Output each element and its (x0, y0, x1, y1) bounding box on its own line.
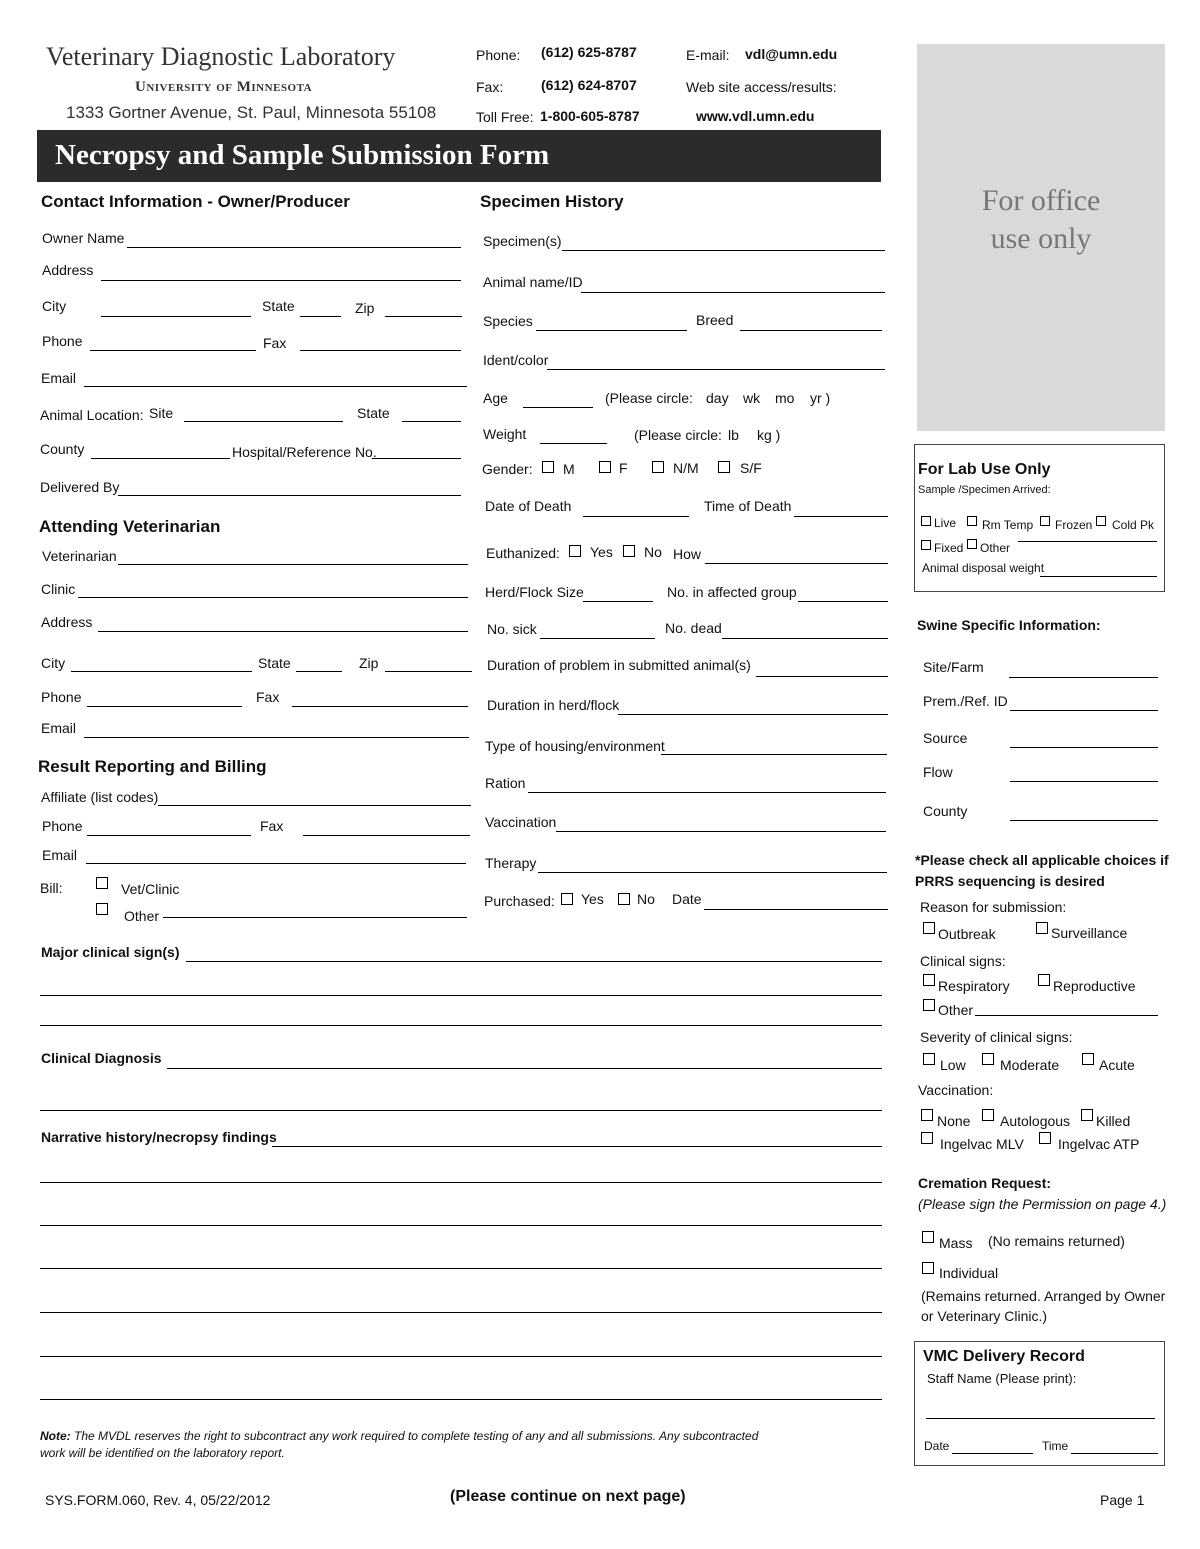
housing-label: Type of housing/environment (485, 738, 665, 754)
vmc-heading: VMC Delivery Record (923, 1348, 1085, 1365)
narrative-line-3[interactable] (40, 1225, 882, 1226)
office-use-line1: For office (981, 184, 1101, 217)
narrative-line-6[interactable] (40, 1356, 882, 1357)
specimens-label: Specimen(s) (483, 233, 562, 249)
phone-label: Phone: (476, 47, 521, 63)
date-death-label: Date of Death (485, 498, 572, 514)
diagnosis-field[interactable] (167, 1068, 882, 1069)
bill-other-field[interactable] (163, 917, 467, 918)
fixed-checkbox[interactable] (921, 540, 931, 550)
killed-checkbox[interactable] (1081, 1109, 1093, 1121)
vmc-date-label: Date (924, 1439, 950, 1453)
purchased-no-label: No (637, 891, 655, 907)
major-signs-line-3[interactable] (40, 1025, 882, 1026)
moderate-label: Moderate (1000, 1057, 1060, 1073)
staff-field[interactable] (926, 1418, 1155, 1419)
cremation-note: (Please sign the Permission on page 4.) (918, 1196, 1167, 1212)
live-label: Live (934, 516, 957, 530)
rm-temp-checkbox[interactable] (967, 516, 977, 526)
age-wk-option[interactable]: wk (743, 390, 761, 406)
contact-fax-label: Fax (263, 335, 287, 351)
rm-temp-label: Rm Temp (982, 518, 1034, 532)
delivered-by-field[interactable] (118, 495, 461, 496)
contact-phone-field[interactable] (90, 350, 256, 351)
clinical-signs-label: Clinical signs: (920, 953, 1006, 969)
time-death-field[interactable] (794, 516, 888, 517)
cold-pk-label: Cold Pk (1112, 518, 1155, 532)
narrative-field[interactable] (272, 1146, 882, 1147)
veterinarian-field[interactable] (118, 564, 468, 565)
bill-vet-clinic-checkbox[interactable] (96, 877, 108, 889)
ingelvac-atp-label: Ingelvac ATP (1058, 1136, 1140, 1152)
gender-sf-checkbox[interactable] (718, 461, 730, 473)
veterinarian-label: Veterinarian (42, 548, 117, 564)
individual-note-1: (Remains returned. Arranged by Owner (921, 1288, 1166, 1304)
county-field[interactable] (91, 458, 230, 459)
vet-zip-field[interactable] (385, 671, 472, 672)
ident-field[interactable] (547, 369, 885, 370)
surveillance-checkbox[interactable] (1036, 922, 1048, 934)
euthanized-yes-label: Yes (590, 544, 613, 560)
vet-phone-field[interactable] (87, 706, 242, 707)
autologous-checkbox[interactable] (982, 1109, 994, 1121)
lab-university: University of Minnesota (135, 79, 313, 95)
title-bar (37, 130, 881, 182)
live-checkbox[interactable] (921, 516, 931, 526)
swine-county-field[interactable] (1010, 820, 1158, 821)
contact-city-field[interactable] (101, 316, 251, 317)
contact-address-label: Address (42, 262, 94, 278)
age-day-option[interactable]: day (706, 390, 729, 406)
page-number: Page 1 (1100, 1492, 1145, 1508)
affiliate-label: Affiliate (list codes) (41, 789, 159, 805)
dead-label: No. dead (665, 620, 722, 636)
diagnosis-label: Clinical Diagnosis (41, 1050, 162, 1066)
vet-fax-label: Fax (256, 689, 280, 705)
prrs-note-1: *Please check all applicable choices if (915, 852, 1169, 868)
vmc-time-field[interactable] (1071, 1453, 1158, 1454)
housing-field[interactable] (661, 754, 887, 755)
swine-county-label: County (923, 803, 968, 819)
animal-name-label: Animal name/ID (483, 274, 583, 290)
acute-label: Acute (1099, 1057, 1135, 1073)
gender-m-checkbox[interactable] (542, 461, 554, 473)
purchased-no-checkbox[interactable] (618, 893, 630, 905)
purchased-yes-checkbox[interactable] (561, 893, 573, 905)
purchased-date-field[interactable] (704, 909, 888, 910)
lab-other-label: Other (980, 541, 1011, 555)
narrative-line-7[interactable] (40, 1399, 882, 1400)
acute-checkbox[interactable] (1082, 1053, 1094, 1065)
low-checkbox[interactable] (923, 1053, 935, 1065)
weight-label: Weight (483, 426, 527, 442)
email-label: E-mail: (686, 47, 730, 63)
gender-nm-label: N/M (673, 460, 699, 476)
ingelvac-mlv-checkbox[interactable] (921, 1132, 933, 1144)
ident-label: Ident/color (483, 352, 549, 368)
narrative-line-4[interactable] (40, 1268, 882, 1269)
note-text: The MVDL reserves the right to subcontract any work required to complete testing of any and all submissions. Any subcontracted (74, 1429, 759, 1443)
contact-state-label: State (262, 298, 295, 314)
clinic-field[interactable] (78, 597, 468, 598)
individual-checkbox[interactable] (922, 1262, 934, 1274)
billing-email-field[interactable] (86, 863, 466, 864)
vet-address-field[interactable] (98, 631, 468, 632)
signs-other-field[interactable] (975, 1015, 1158, 1016)
vet-state-field[interactable] (296, 671, 342, 672)
age-yr-option[interactable]: yr ) (810, 390, 831, 406)
swine-heading: Swine Specific Information: (917, 617, 1101, 633)
signs-other-checkbox[interactable] (923, 999, 935, 1011)
site-farm-field[interactable] (1009, 677, 1158, 678)
major-signs-field[interactable] (186, 961, 882, 962)
contact-email-label: Email (41, 370, 77, 386)
gender-f-checkbox[interactable] (599, 461, 611, 473)
outbreak-label: Outbreak (938, 926, 996, 942)
animal-name-field[interactable] (581, 292, 885, 293)
major-signs-label: Major clinical sign(s) (41, 944, 180, 960)
prem-label: Prem./Ref. ID (923, 693, 1008, 709)
cold-pk-checkbox[interactable] (1096, 516, 1106, 526)
lab-phone: (612) 625-8787 (541, 44, 637, 60)
individual-label: Individual (939, 1265, 999, 1281)
specimen-heading: Specimen History (480, 192, 624, 211)
dead-field[interactable] (722, 638, 888, 639)
site-farm-label: Site/Farm (923, 659, 984, 675)
vet-email-label: Email (41, 720, 77, 736)
lab-web[interactable]: www.vdl.umn.edu (696, 108, 815, 124)
owner-name-field[interactable] (127, 247, 461, 248)
mass-checkbox[interactable] (922, 1231, 934, 1243)
duration-herd-field[interactable] (618, 714, 888, 715)
note-text-2: work will be identified on the laboratory report. (40, 1446, 285, 1460)
bill-vet-clinic-label: Vet/Clinic (121, 881, 180, 897)
ingelvac-mlv-label: Ingelvac MLV (940, 1136, 1024, 1152)
mass-note: (No remains returned) (988, 1233, 1125, 1249)
billing-fax-field[interactable] (303, 835, 470, 836)
signs-other-label: Other (938, 1002, 974, 1018)
reproductive-label: Reproductive (1053, 978, 1136, 994)
herd-size-label: Herd/Flock Size (485, 584, 584, 600)
ingelvac-atp-checkbox[interactable] (1039, 1132, 1051, 1144)
sick-field[interactable] (540, 638, 655, 639)
animal-state-label: State (357, 405, 390, 421)
affected-label: No. in affected group (667, 584, 797, 600)
gender-f-label: F (619, 460, 628, 476)
delivered-by-label: Delivered By (40, 479, 120, 495)
narrative-line-5[interactable] (40, 1312, 882, 1313)
bill-other-label: Other (124, 908, 160, 924)
disposal-field[interactable] (1040, 576, 1157, 577)
weight-circle-label: (Please circle: (634, 427, 722, 443)
billing-fax-label: Fax (260, 818, 284, 834)
contact-address-field[interactable] (101, 280, 461, 281)
species-label: Species (483, 313, 533, 329)
age-field[interactable] (523, 407, 593, 408)
herd-size-field[interactable] (583, 601, 653, 602)
animal-location-label: Animal Location: (40, 407, 144, 423)
contact-state-field[interactable] (300, 316, 341, 317)
how-label: How (673, 546, 702, 562)
euthanized-label: Euthanized: (486, 545, 560, 561)
form-id: SYS.FORM.060, Rev. 4, 05/22/2012 (45, 1492, 271, 1508)
respiratory-label: Respiratory (938, 978, 1010, 994)
weight-lb-option[interactable]: lb (728, 427, 739, 443)
ration-field[interactable] (528, 792, 886, 793)
individual-note-2: or Veterinary Clinic.) (921, 1308, 1048, 1324)
killed-label: Killed (1096, 1113, 1131, 1129)
therapy-field[interactable] (538, 872, 887, 873)
contact-fax-field[interactable] (300, 350, 461, 351)
lab-other-field[interactable] (1018, 541, 1157, 542)
contact-city-label: City (42, 298, 67, 314)
frozen-label: Frozen (1055, 518, 1093, 532)
staff-label: Staff Name (Please print): (927, 1371, 1077, 1386)
contact-zip-label: Zip (355, 300, 375, 316)
euthanized-no-checkbox[interactable] (623, 545, 635, 557)
contact-heading: Contact Information - Owner/Producer (41, 192, 350, 211)
animal-site-field[interactable] (184, 421, 343, 422)
bill-other-checkbox[interactable] (96, 903, 108, 915)
vet-fax-field[interactable] (292, 706, 468, 707)
lab-name: Veterinary Diagnostic Laboratory (46, 42, 396, 71)
contact-email-field[interactable] (84, 386, 467, 387)
sick-label: No. sick (487, 621, 537, 637)
vmc-time-label: Time (1042, 1439, 1069, 1453)
vet-city-field[interactable] (71, 671, 252, 672)
vmc-box (914, 1341, 1165, 1466)
affiliate-field[interactable] (158, 805, 471, 806)
diagnosis-line-2[interactable] (40, 1110, 882, 1111)
bill-label: Bill: (40, 880, 63, 896)
euthanized-no-label: No (644, 544, 662, 560)
fax-label: Fax: (476, 79, 504, 95)
office-use-line2: use only (990, 222, 1092, 255)
hospital-field[interactable] (372, 458, 461, 459)
respiratory-checkbox[interactable] (923, 974, 935, 986)
vaccination-label: Vaccination (485, 814, 557, 830)
fixed-label: Fixed (934, 541, 964, 555)
none-checkbox[interactable] (921, 1109, 933, 1121)
purchased-yes-label: Yes (581, 891, 604, 907)
breed-field[interactable] (740, 330, 882, 331)
vmc-date-field[interactable] (952, 1453, 1033, 1454)
vet-city-label: City (41, 655, 66, 671)
narrative-label: Narrative history/necropsy findings (41, 1129, 277, 1145)
gender-m-label: M (563, 461, 575, 477)
mass-label: Mass (939, 1235, 973, 1251)
contact-phone-label: Phone (42, 333, 83, 349)
vet-address-label: Address (41, 614, 93, 630)
low-label: Low (940, 1057, 966, 1073)
lab-tollfree: 1-800-605-8787 (540, 108, 640, 124)
lab-use-box (914, 444, 1165, 592)
disposal-label: Animal disposal weight (922, 561, 1045, 575)
clinic-label: Clinic (41, 581, 76, 597)
vet-state-label: State (258, 655, 291, 671)
date-death-field[interactable] (583, 516, 689, 517)
weight-kg-option[interactable]: kg ) (757, 427, 781, 443)
contact-zip-field[interactable] (385, 316, 462, 317)
source-field[interactable] (1010, 747, 1158, 748)
billing-email-label: Email (42, 847, 78, 863)
gender-nm-checkbox[interactable] (652, 461, 664, 473)
none-label: None (937, 1113, 971, 1129)
purchased-date-label: Date (672, 891, 702, 907)
source-label: Source (923, 730, 968, 746)
cremation-heading: Cremation Request: (918, 1175, 1052, 1191)
lab-address: 1333 Gortner Avenue, St. Paul, Minnesota 55108 (66, 103, 437, 122)
lab-use-heading: For Lab Use Only (918, 461, 1051, 478)
vet-phone-label: Phone (41, 689, 82, 705)
arrived-label: Sample /Specimen Arrived: (918, 484, 1051, 496)
prrs-note-2: PRRS sequencing is desired (915, 873, 1105, 889)
gender-label: Gender: (482, 461, 533, 477)
vet-heading: Attending Veterinarian (39, 517, 221, 536)
affected-field[interactable] (798, 601, 888, 602)
continue-note: (Please continue on next page) (450, 1488, 686, 1505)
duration-herd-label: Duration in herd/flock (487, 697, 620, 713)
prem-field[interactable] (1010, 710, 1158, 711)
duration-animal-label: Duration of problem in submitted animal(s) (487, 657, 751, 673)
form-title: Necropsy and Sample Submission Form (55, 139, 550, 171)
web-label: Web site access/results: (686, 79, 837, 95)
narrative-line-2[interactable] (40, 1182, 882, 1183)
purchased-label: Purchased: (484, 893, 555, 909)
therapy-label: Therapy (485, 855, 537, 871)
owner-name-label: Owner Name (42, 230, 125, 246)
billing-heading: Result Reporting and Billing (38, 757, 267, 776)
reproductive-checkbox[interactable] (1038, 974, 1050, 986)
note (40, 1429, 758, 1443)
billing-phone-field[interactable] (87, 835, 251, 836)
lab-email: vdl@umn.edu (745, 46, 838, 62)
euthanized-yes-checkbox[interactable] (569, 545, 581, 557)
breed-label: Breed (696, 312, 734, 328)
age-label: Age (483, 390, 508, 406)
vaccination-field[interactable] (556, 831, 886, 832)
tollfree-label: Toll Free: (476, 109, 534, 125)
age-circle-label: (Please circle: (605, 390, 693, 406)
severity-label: Severity of clinical signs: (920, 1029, 1073, 1045)
moderate-checkbox[interactable] (982, 1053, 994, 1065)
office-use-box (917, 44, 1165, 431)
flow-label: Flow (923, 764, 953, 780)
hospital-label: Hospital/Reference No. (232, 444, 377, 460)
frozen-checkbox[interactable] (1040, 516, 1050, 526)
species-field[interactable] (536, 330, 687, 331)
flow-field[interactable] (1010, 781, 1158, 782)
swine-vaccination-label: Vaccination: (918, 1082, 994, 1098)
animal-state-field[interactable] (402, 421, 461, 422)
gender-sf-label: S/F (740, 460, 762, 476)
reason-label: Reason for submission: (920, 899, 1067, 915)
animal-site-label: Site (149, 405, 174, 421)
lab-other-checkbox[interactable] (967, 539, 977, 549)
weight-field[interactable] (540, 443, 607, 444)
surveillance-label: Surveillance (1051, 925, 1128, 941)
ration-label: Ration (485, 775, 526, 791)
age-mo-option[interactable]: mo (775, 390, 795, 406)
billing-phone-label: Phone (42, 818, 83, 834)
autologous-label: Autologous (1000, 1113, 1071, 1129)
note-label: Note: (40, 1429, 71, 1443)
vet-email-field[interactable] (84, 737, 469, 738)
county-label: County (40, 441, 85, 457)
specimens-field[interactable] (562, 250, 885, 251)
lab-fax: (612) 624-8707 (541, 77, 637, 93)
how-field[interactable] (705, 563, 888, 564)
outbreak-checkbox[interactable] (923, 922, 935, 934)
vet-zip-label: Zip (359, 655, 379, 671)
major-signs-line-2[interactable] (40, 995, 882, 996)
duration-animal-field[interactable] (756, 676, 888, 677)
time-death-label: Time of Death (704, 498, 792, 514)
